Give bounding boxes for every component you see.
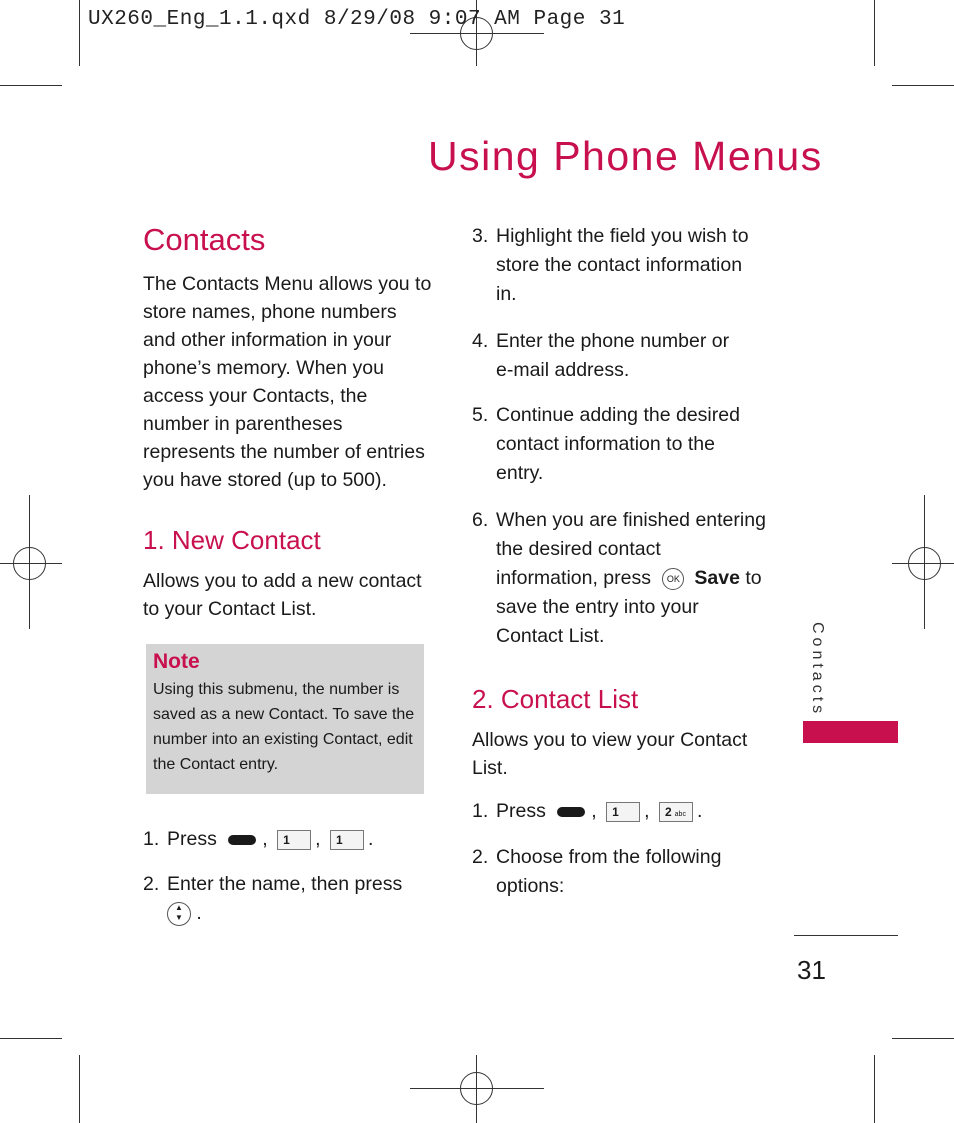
step-text: Continue adding the desired contact information to the entry.: [496, 404, 740, 484]
new-contact-step-5: [472, 401, 772, 488]
new-contact-step-2: 2. Enter the name, then press ▲ ▼ .: [143, 870, 433, 928]
key-1-icon: 1: [606, 802, 640, 822]
left-soft-key-icon: [228, 835, 256, 845]
step-text: Press: [167, 828, 217, 850]
left-soft-key-icon: [557, 807, 585, 817]
new-contact-step-4: [472, 327, 772, 385]
step-text: Press: [496, 800, 546, 822]
new-contact-intro: Allows you to add a new contact to your Contact List.: [143, 570, 422, 620]
crop-mark: [874, 0, 875, 66]
contact-list-heading: 2. Contact List: [472, 684, 639, 714]
crop-mark: [892, 1038, 954, 1039]
key-2-icon: 2 abc: [659, 802, 693, 822]
registration-circle: [908, 547, 941, 580]
step-number: 1.: [472, 800, 489, 822]
step-text: Highlight the field you wish to store the contact information in.: [496, 225, 749, 305]
registration-circle: [13, 547, 46, 580]
navigation-key-icon: ▲ ▼: [167, 902, 191, 926]
note-box: [146, 644, 424, 794]
step-number: 2.: [143, 873, 160, 895]
crop-mark: [79, 0, 80, 66]
step-text: Enter the name, then press: [167, 873, 403, 895]
ok-key-icon: OK: [662, 568, 684, 590]
crop-mark: [79, 1055, 80, 1123]
page-title: Using Phone Menus: [428, 133, 823, 179]
step-text: Choose from the following options:: [496, 846, 722, 897]
step-number: 1.: [143, 828, 160, 850]
registration-circle: [460, 1072, 493, 1105]
step-number: 2.: [472, 846, 489, 868]
section-tab-bar: [803, 721, 898, 743]
step-number: 6.: [472, 509, 489, 531]
page-number: 31: [797, 955, 826, 985]
save-label: Save: [694, 567, 740, 589]
new-contact-step-1: 1. Press , 1 , 1 .: [143, 825, 373, 854]
crop-mark: [874, 1055, 875, 1123]
contacts-heading: Contacts: [143, 222, 266, 257]
section-side-label: Contacts: [809, 622, 826, 718]
step-text: Enter the phone number or e-mail address.: [496, 330, 730, 381]
footer-rule: [794, 935, 898, 936]
step-text: to save the entry into your Contact List.: [496, 567, 762, 647]
step-number: 3.: [472, 225, 489, 247]
new-contact-step-3: [472, 222, 772, 309]
crop-mark: [0, 1038, 62, 1039]
print-slug: UX260_Eng_1.1.qxd 8/29/08 9:07 AM Page 31: [88, 8, 626, 31]
note-text: Using this submenu, the number is saved as a new Contact. To save the number into an existing Contact, edit the Contact entry.: [153, 681, 415, 773]
crop-mark: [0, 85, 62, 86]
new-contact-step-6: [472, 506, 772, 651]
step-text: When you are finished entering the desired contact information, press: [496, 509, 766, 589]
crop-mark: [892, 85, 954, 86]
key-1-icon: 1: [277, 830, 311, 850]
key-1-icon: 1: [330, 830, 364, 850]
contact-list-intro: Allows you to view your Contact List.: [472, 729, 748, 779]
step-number: 5.: [472, 404, 489, 426]
new-contact-heading: 1. New Contact: [143, 525, 321, 555]
contacts-intro: The Contacts Menu allows you to store names, phone numbers and other information in your phone’s memory. When you access your Contacts, the number in parentheses represents the number of entries you have stored (up to 500).: [143, 273, 432, 491]
note-title: Note: [153, 650, 200, 673]
step-number: 4.: [472, 330, 489, 352]
contact-list-step-1: 1. Press , 1 , 2 abc .: [472, 797, 702, 826]
contact-list-step-2: [472, 843, 772, 901]
